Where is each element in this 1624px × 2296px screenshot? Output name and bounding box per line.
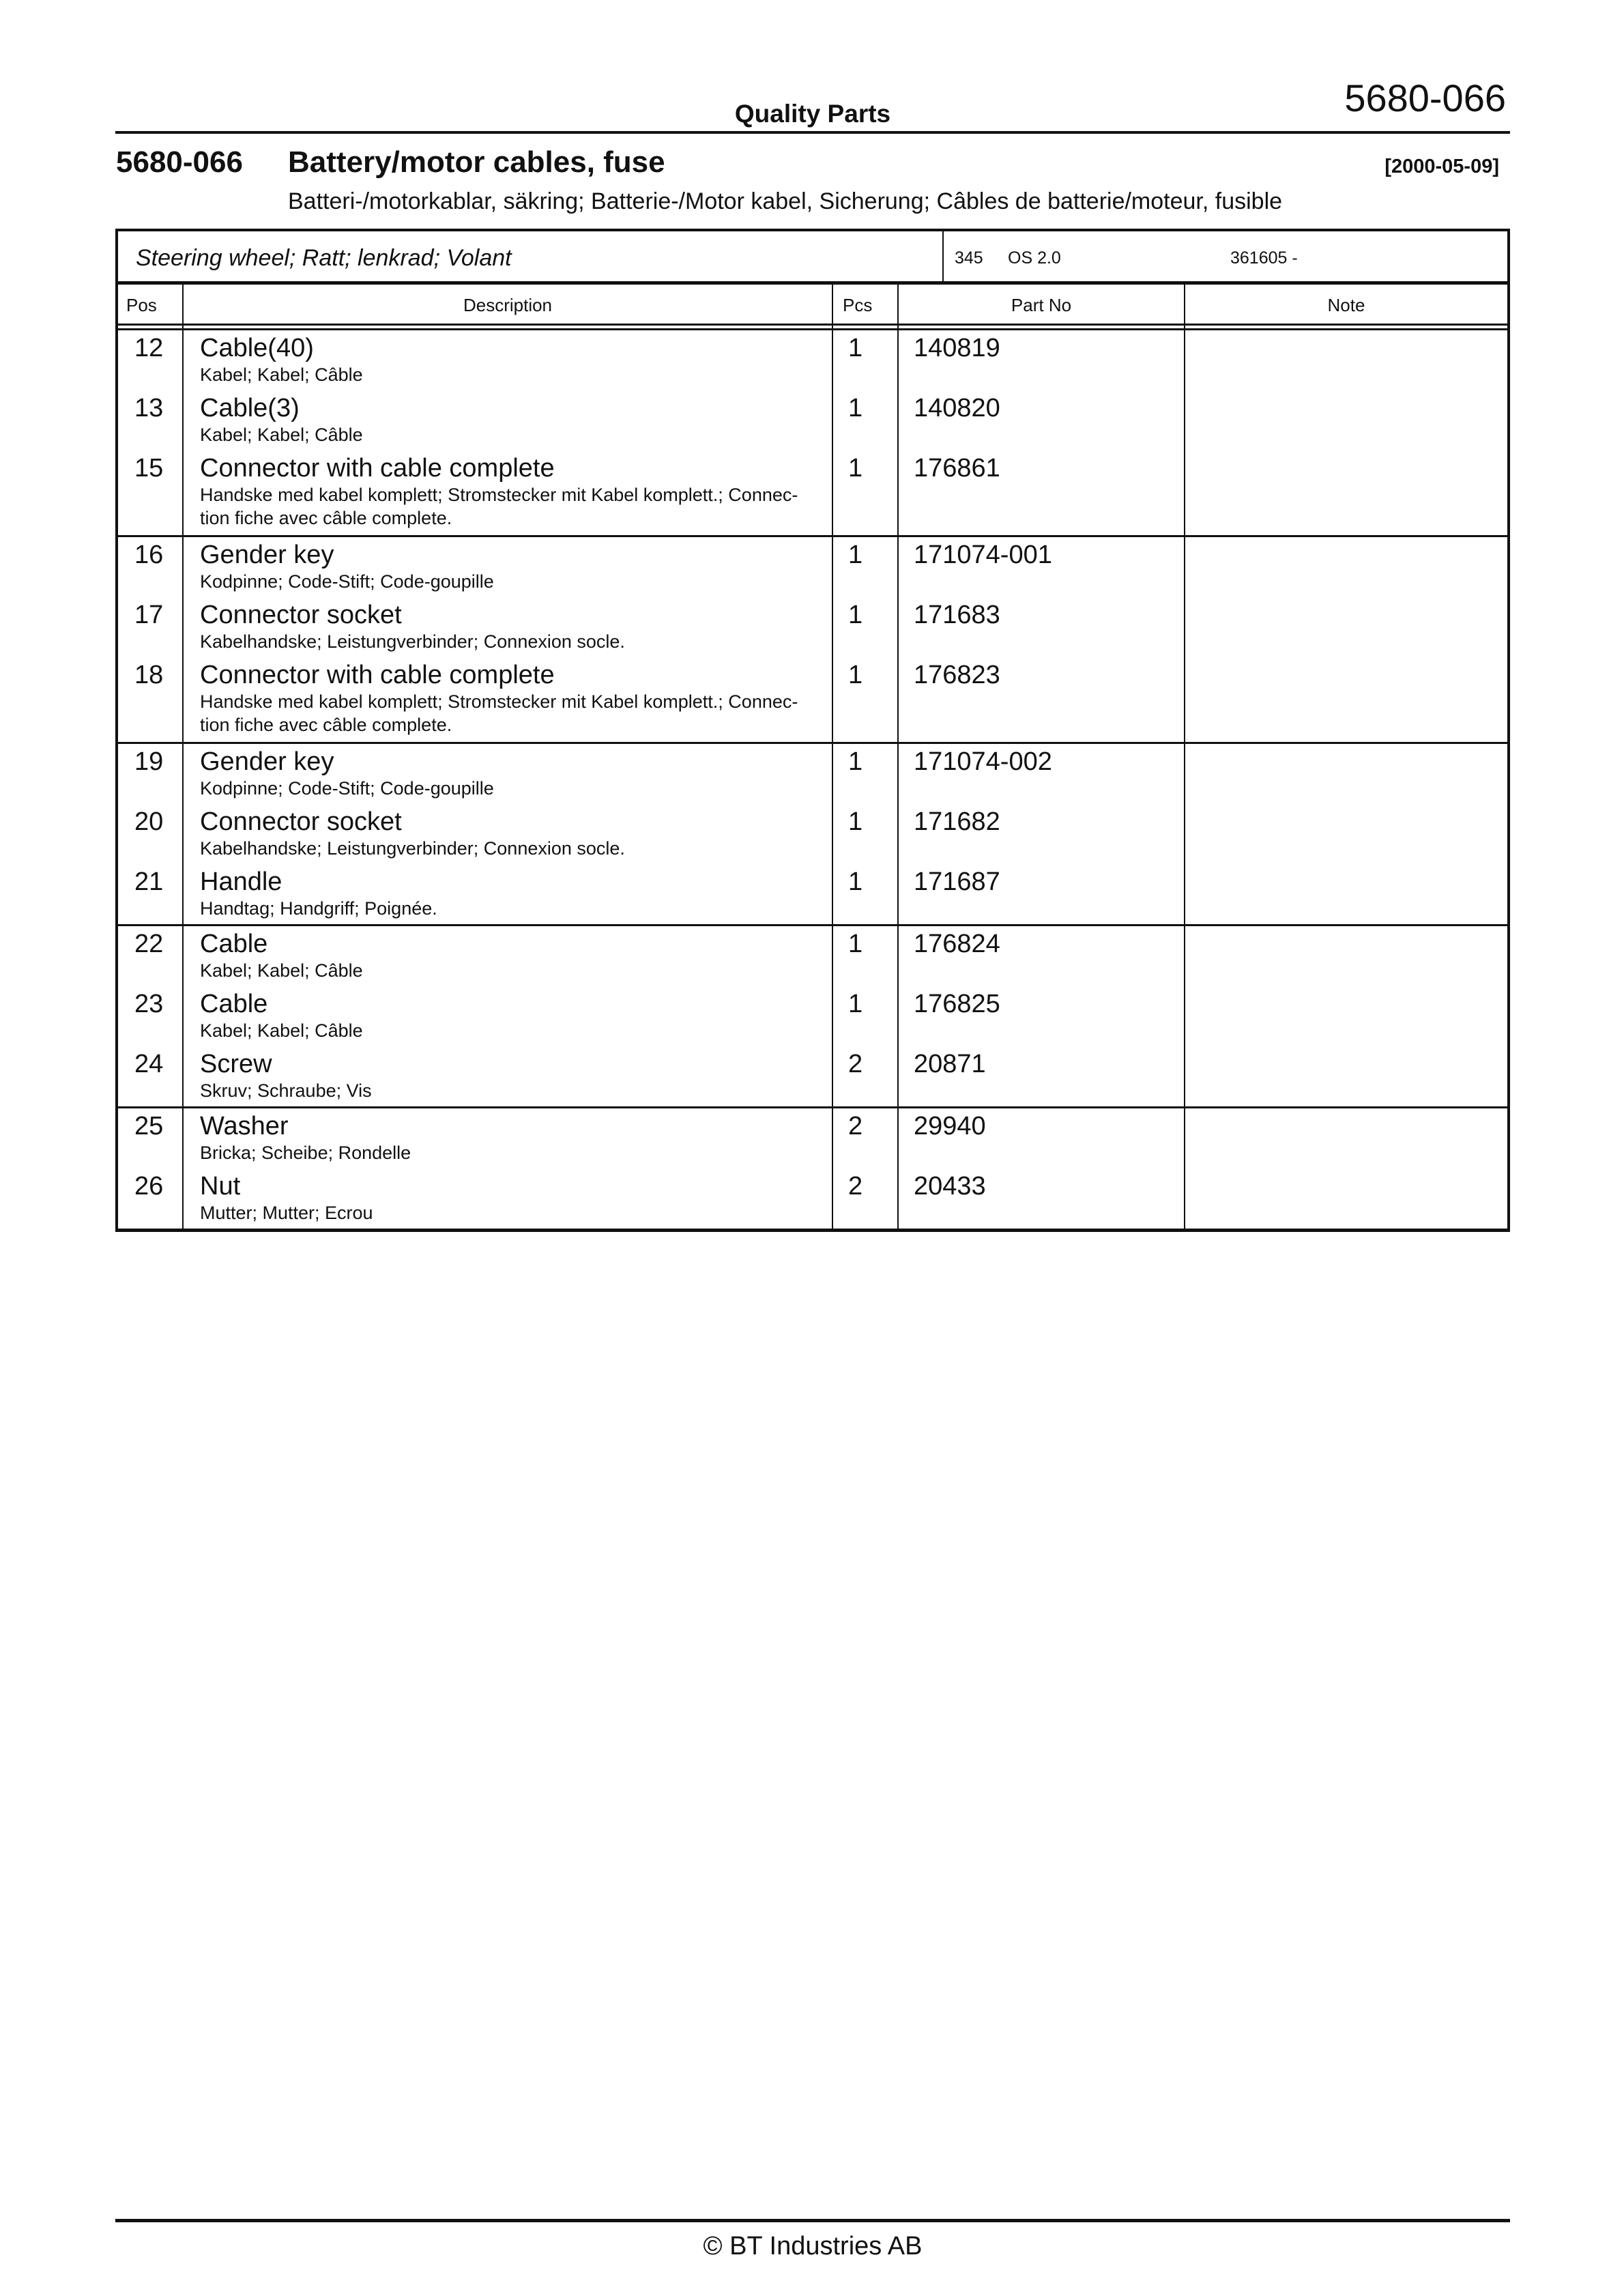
part-number: 176825 (914, 990, 1000, 1018)
pcs-value: 1 (848, 334, 863, 362)
footer-copyright: © BT Industries AB (703, 2232, 923, 2261)
pos-value: 26 (134, 1172, 164, 1201)
part-name: Cable (200, 990, 268, 1018)
pcs-value: 2 (848, 1112, 863, 1140)
description-cell (184, 330, 832, 390)
pcs-value: 1 (848, 454, 863, 483)
part-number: 171074-001 (914, 541, 1052, 569)
parts-group (118, 926, 1507, 1108)
description-cell (184, 390, 832, 450)
pcs-value: 1 (848, 807, 863, 836)
assembly-code-b: OS 2.0 (1008, 248, 1061, 268)
footer-divider (115, 2219, 1510, 2222)
note-cell (1185, 537, 1507, 742)
pos-value: 17 (134, 601, 164, 629)
pos-value: 13 (134, 394, 164, 422)
section-number: 5680-066 (116, 145, 243, 179)
note-cell (1185, 330, 1507, 535)
pcs-value: 1 (848, 990, 863, 1018)
description-cell (184, 450, 832, 535)
part-name: Connector socket (200, 601, 402, 629)
pos-value: 15 (134, 454, 164, 483)
part-translation: Kabel; Kabel; Câble (200, 425, 363, 445)
column-header-part-no: Part No (899, 285, 1185, 324)
part-name: Gender key (200, 541, 334, 569)
part-translation: Kodpinne; Code-Stift; Code-goupille (200, 778, 494, 799)
part-name: Cable(3) (200, 394, 300, 422)
part-number: 176823 (914, 661, 1000, 689)
header-divider (115, 131, 1510, 134)
parts-table (115, 229, 1510, 1232)
section-title: Battery/motor cables, fuse (288, 145, 665, 179)
pcs-value: 1 (848, 661, 863, 689)
document-header-title: Quality Parts (734, 100, 891, 128)
part-name: Washer (200, 1112, 289, 1140)
part-translation: Kabel; Kabel; Câble (200, 1020, 363, 1041)
parts-group (118, 330, 1507, 537)
description-cell (184, 1168, 832, 1229)
part-number: 171682 (914, 807, 1000, 836)
part-number: 176824 (914, 930, 1000, 958)
pos-value: 23 (134, 990, 164, 1018)
part-number: 20433 (914, 1172, 986, 1201)
part-translation: Kabel; Kabel; Câble (200, 960, 363, 981)
pcs-value: 1 (848, 541, 863, 569)
pos-value: 21 (134, 867, 164, 896)
column-header-pcs: Pcs (833, 285, 899, 324)
description-cell (184, 864, 832, 924)
part-name: Connector with cable complete (200, 454, 555, 483)
column-header-row (118, 285, 1507, 326)
part-name: Nut (200, 1172, 241, 1201)
description-cell (184, 657, 832, 742)
part-translation: Bricka; Scheibe; Rondelle (200, 1143, 411, 1163)
description-cell (184, 744, 832, 804)
part-translation: Kabelhandske; Leistungverbinder; Connexion socle. (200, 838, 625, 859)
page-number: 5680-066 (1344, 76, 1506, 119)
pcs-value: 2 (848, 1172, 863, 1201)
part-number: 171687 (914, 867, 1000, 896)
column-header-description: Description (184, 285, 833, 324)
parts-group (118, 744, 1507, 926)
part-translation: Kodpinne; Code-Stift; Code-goupille (200, 571, 494, 592)
note-cell (1185, 926, 1507, 1106)
assembly-row (118, 231, 1507, 285)
description-cell (184, 1046, 832, 1106)
part-name: Handle (200, 867, 282, 896)
pcs-value: 1 (848, 394, 863, 422)
pcs-value: 1 (848, 867, 863, 896)
pos-value: 19 (134, 747, 164, 776)
part-translation: Handske med kabel komplett; Stromstecker mit Kabel komplett.; Connec-tion fiche avec câble complete. (200, 485, 798, 528)
pcs-value: 2 (848, 1050, 863, 1078)
part-name: Connector with cable complete (200, 661, 555, 689)
description-cell (184, 804, 832, 864)
part-translation: Skruv; Schraube; Vis (200, 1080, 372, 1101)
header-double-rule (118, 326, 1507, 330)
part-number: 171074-002 (914, 747, 1052, 776)
part-number: 20871 (914, 1050, 986, 1078)
part-name: Gender key (200, 747, 334, 776)
pos-value: 22 (134, 930, 164, 958)
column-header-pos: Pos (118, 285, 184, 324)
assembly-serial: 361605 - (1230, 248, 1298, 268)
part-translation: Handske med kabel komplett; Stromstecker mit Kabel komplett.; Connec-tion fiche avec câble complete. (200, 691, 798, 735)
part-translation: Kabelhandske; Leistungverbinder; Connexion socle. (200, 631, 625, 652)
pcs-value: 1 (848, 601, 863, 629)
part-number: 29940 (914, 1112, 986, 1140)
part-translation: Mutter; Mutter; Ecrou (200, 1203, 373, 1223)
pos-value: 16 (134, 541, 164, 569)
note-cell (1185, 744, 1507, 924)
assembly-label: Steering wheel; Ratt; lenkrad; Volant (118, 231, 944, 281)
part-name: Screw (200, 1050, 272, 1078)
description-cell (184, 597, 832, 657)
part-name: Connector socket (200, 807, 402, 836)
part-translation: Kabel; Kabel; Câble (200, 364, 363, 385)
description-cell (184, 986, 832, 1046)
column-header-note: Note (1327, 295, 1365, 315)
pos-value: 25 (134, 1112, 164, 1140)
part-number: 176861 (914, 454, 1000, 483)
note-cell (1185, 1108, 1507, 1229)
pos-value: 20 (134, 807, 164, 836)
part-name: Cable (200, 930, 268, 958)
pcs-value: 1 (848, 747, 863, 776)
pos-value: 18 (134, 661, 164, 689)
section-date: [2000-05-09] (1384, 156, 1499, 177)
part-translation: Handtag; Handgriff; Poignée. (200, 898, 437, 919)
parts-group (118, 1108, 1507, 1229)
part-name: Cable(40) (200, 334, 314, 362)
parts-group (118, 537, 1507, 744)
description-cell (184, 537, 832, 597)
description-cell (184, 926, 832, 986)
part-number: 140820 (914, 394, 1000, 422)
pos-value: 24 (134, 1050, 164, 1078)
assembly-codes (944, 231, 1507, 281)
description-cell (184, 1108, 832, 1168)
assembly-code-a: 345 (955, 248, 983, 268)
pos-value: 12 (134, 334, 164, 362)
pcs-value: 1 (848, 930, 863, 958)
part-number: 140819 (914, 334, 1000, 362)
section-subtitle-translations: Batteri-/motorkablar, säkring; Batterie-/Motor kabel, Sicherung; Câbles de batterie/moteur, fusible (288, 188, 1283, 214)
part-number: 171683 (914, 601, 1000, 629)
